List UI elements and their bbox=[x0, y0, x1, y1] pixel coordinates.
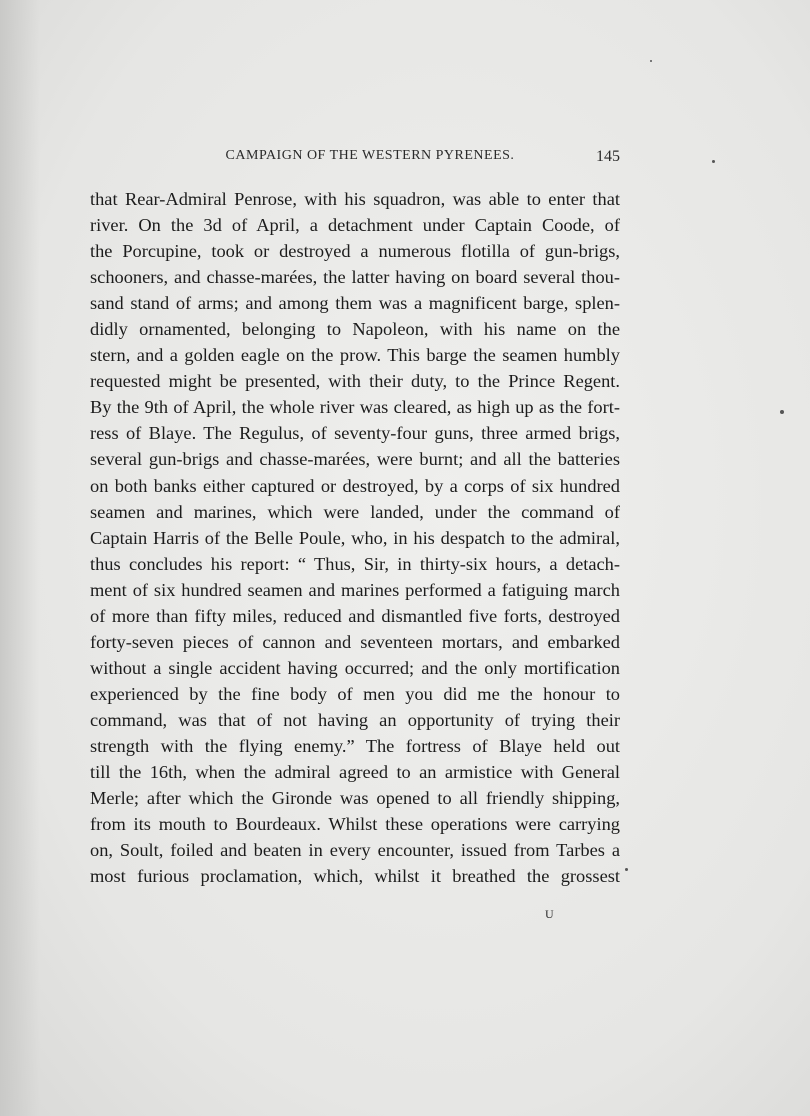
paper-speck bbox=[712, 160, 715, 163]
text-line: thus concludes his report: “ Thus, Sir, in thirty-six hours, a detach- bbox=[90, 553, 620, 574]
text-line: ment of six hundred seamen and marines performed a fatiguing march bbox=[90, 579, 620, 600]
text-line: requested might be presented, with their duty, to the Prince Regent. bbox=[90, 371, 620, 392]
body-text bbox=[90, 186, 620, 889]
text-line: the Porcupine, took or destroyed a numerous flotilla of gun-brigs, bbox=[90, 241, 620, 262]
text-line: without a single accident having occurred; and the only mortification bbox=[90, 657, 620, 678]
text-line: on, Soult, foiled and beaten in every encounter, issued from Tarbes a bbox=[90, 840, 620, 861]
text-line: that Rear-Admiral Penrose, with his squadron, was able to enter that bbox=[90, 189, 620, 209]
signature-mark: U bbox=[545, 907, 554, 921]
text-line: till the 16th, when the admiral agreed to an armistice with General bbox=[90, 762, 620, 783]
page-number: 145 bbox=[596, 148, 620, 165]
page-gutter-shadow bbox=[0, 0, 40, 1116]
text-line: Captain Harris of the Belle Poule, who, in his despatch to the admiral, bbox=[90, 527, 620, 548]
text-line: sand stand of arms; and among them was a magnificent barge, splen- bbox=[90, 293, 620, 314]
text-line: By the 9th of April, the whole river was cleared, as high up as the fort- bbox=[90, 397, 620, 418]
running-head: CAMPAIGN OF THE WESTERN PYRENEES. bbox=[225, 148, 515, 163]
text-line: forty-seven pieces of cannon and seventeen mortars, and embarked bbox=[90, 631, 620, 652]
text-line: most furious proclamation, which, whilst it breathed the grossest bbox=[90, 866, 620, 887]
paper-speck bbox=[650, 60, 652, 62]
text-line: from its mouth to Bourdeaux. Whilst these operations were carrying bbox=[90, 814, 620, 835]
text-line: stern, and a golden eagle on the prow. This barge the seamen humbly bbox=[90, 345, 620, 366]
text-line: strength with the flying enemy.” The fortress of Blaye held out bbox=[90, 735, 620, 756]
text-line: river. On the 3d of April, a detachment under Captain Coode, of bbox=[90, 215, 620, 236]
text-line: on both banks either captured or destroyed, by a corps of six hundred bbox=[90, 475, 620, 496]
text-line: seamen and marines, which were landed, under the command of bbox=[90, 501, 620, 522]
paper-speck bbox=[625, 868, 628, 871]
text-line: schooners, and chasse-marées, the latter having on board several thou- bbox=[90, 267, 620, 288]
text-line: of more than fifty miles, reduced and dismantled five forts, destroyed bbox=[90, 605, 620, 626]
text-line: didly ornamented, belonging to Napoleon, with his name on the bbox=[90, 319, 620, 340]
text-line: ress of Blaye. The Regulus, of seventy-four guns, three armed brigs, bbox=[90, 423, 620, 444]
text-line: experienced by the fine body of men you did me the honour to bbox=[90, 683, 620, 704]
paper-speck bbox=[780, 410, 784, 414]
text-line: Merle; after which the Gironde was opened to all friendly shipping, bbox=[90, 788, 620, 809]
text-line: several gun-brigs and chasse-marées, were burnt; and all the batteries bbox=[90, 449, 620, 470]
text-line: command, was that of not having an opportunity of trying their bbox=[90, 709, 620, 730]
